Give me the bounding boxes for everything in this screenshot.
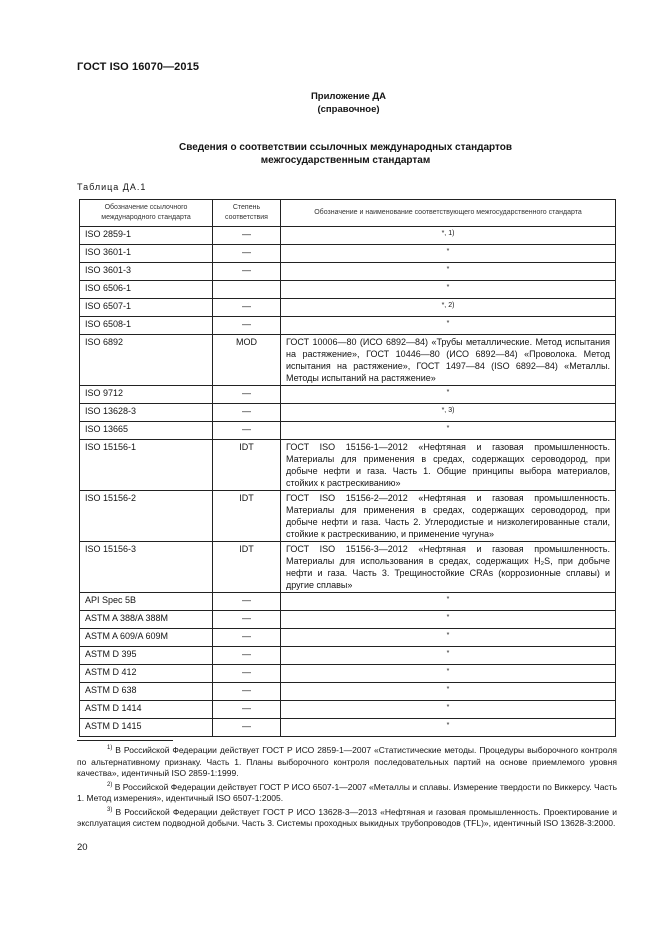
cell-standard: ISO 15156-1 (80, 440, 213, 491)
footnote (77, 807, 617, 830)
table-row (80, 263, 616, 281)
cell-degree: — (213, 593, 281, 611)
section-title (0, 141, 661, 167)
cell-description: ГОСТ 10006—80 (ИСО 6892—84) «Трубы металлические. Метод испытания на растяжение», ГОСТ 10446—80 (ИСО 6892—84) «Проволока. Метод испытания на растяжение», ГОСТ 1497—84 (ISO 6892—84) «Металлы. Методы испытаний на растяжение» (281, 335, 616, 386)
cell-description: * (281, 422, 616, 440)
table-row (80, 683, 616, 701)
cell-degree: — (213, 611, 281, 629)
cell-description: * (281, 611, 616, 629)
cell-degree: — (213, 683, 281, 701)
cell-description: * (281, 665, 616, 683)
cell-degree: IDT (213, 440, 281, 491)
table-row (80, 542, 616, 593)
footnote-mark: 2) (107, 781, 113, 788)
cell-standard: ISO 6892 (80, 335, 213, 386)
table-row (80, 422, 616, 440)
cell-standard: ISO 6508-1 (80, 317, 213, 335)
cell-standard: ISO 15156-2 (80, 491, 213, 542)
cell-description: * (281, 245, 616, 263)
section-title-line-2: межгосударственным стандартам (260, 155, 431, 166)
cell-standard: ASTM D 1415 (80, 719, 213, 737)
cell-degree: — (213, 647, 281, 665)
cell-description: * (281, 317, 616, 335)
table-header-row (80, 200, 616, 227)
table-caption: Таблица ДА.1 (77, 182, 147, 192)
table-row (80, 719, 616, 737)
table-row (80, 386, 616, 404)
section-title-line-1: Сведения о соответствии ссылочных международных стандартов (178, 142, 513, 153)
table-row (80, 281, 616, 299)
table-row (80, 335, 616, 386)
cell-standard: ISO 9712 (80, 386, 213, 404)
cell-standard: ISO 13665 (80, 422, 213, 440)
cell-standard: ISO 13628-3 (80, 404, 213, 422)
table-body (80, 227, 616, 737)
footnote-text: В Российской Федерации действует ГОСТ Р ИСО 2859-1—2007 «Статистические методы. Процедуры выборочного контроля по альтернативному признаку. Часть 1. Планы выборочного контроля последовательных партий на основе приемлемого уровня качества», идентичный ISO 2859-1:1999. (77, 745, 617, 778)
cell-standard: ISO 15156-3 (80, 542, 213, 593)
table-row (80, 701, 616, 719)
header-international-standard: Обозначение ссылочного международного стандарта (80, 200, 213, 227)
cell-standard: ASTM A 609/A 609M (80, 629, 213, 647)
footnote-text: В Российской Федерации действует ГОСТ Р ИСО 6507-1—2007 «Металлы и сплавы. Измерение твердости по Виккерсу. Часть 1. Метод измерения», идентичный ISO 6507-1:2005. (77, 781, 617, 803)
appendix-heading (0, 90, 661, 116)
cell-standard: ISO 3601-1 (80, 245, 213, 263)
cell-description: ГОСТ ISO 15156-3—2012 «Нефтяная и газовая промышленность. Материалы для использования в средах, содержащих H₂S, при добыче нефти и газа. Часть 3. Трещиностойкие CRAs (коррозионные сплавы) и другие сплавы» (281, 542, 616, 593)
table-row (80, 440, 616, 491)
table-row (80, 299, 616, 317)
cell-degree: IDT (213, 491, 281, 542)
cell-description: * (281, 647, 616, 665)
table-row (80, 611, 616, 629)
cell-description: * (281, 701, 616, 719)
table-row (80, 593, 616, 611)
cell-description: * (281, 263, 616, 281)
cell-degree: — (213, 263, 281, 281)
cell-standard: ASTM D 638 (80, 683, 213, 701)
cell-standard: ASTM A 388/A 388M (80, 611, 213, 629)
header-degree: Степень соответствия (213, 200, 281, 227)
cell-standard: API Spec 5B (80, 593, 213, 611)
table-row (80, 629, 616, 647)
cell-degree: — (213, 665, 281, 683)
cell-description: *, 3) (281, 404, 616, 422)
cell-description: * (281, 683, 616, 701)
header-interstate-standard: Обозначение и наименование соответствующего межгосударственного стандарта (281, 200, 616, 227)
appendix-title: Приложение ДА (310, 91, 387, 102)
cell-standard: ASTM D 412 (80, 665, 213, 683)
table-row (80, 665, 616, 683)
cell-degree: — (213, 386, 281, 404)
cell-standard: ISO 6506-1 (80, 281, 213, 299)
page-number: 20 (77, 842, 88, 853)
cell-description: ГОСТ ISO 15156-2—2012 «Нефтяная и газовая промышленность. Материалы для применения в средах, содержащих сероводород, при добыче нефти и газа. Часть 2. Углеродистые и низколегированные стали, стойкие к растрескиванию, и применение чугуна» (281, 491, 616, 542)
table-row (80, 245, 616, 263)
table-row (80, 317, 616, 335)
cell-degree: — (213, 317, 281, 335)
appendix-subtitle: (справочное) (317, 104, 380, 115)
cell-degree: MOD (213, 335, 281, 386)
cell-degree: — (213, 299, 281, 317)
footnotes (77, 740, 617, 832)
cell-standard: ASTM D 395 (80, 647, 213, 665)
cell-standard: ISO 3601-3 (80, 263, 213, 281)
correspondence-table (79, 199, 616, 737)
table-row (80, 404, 616, 422)
cell-degree: — (213, 422, 281, 440)
table-row (80, 491, 616, 542)
footnote-text: В Российской Федерации действует ГОСТ Р ИСО 13628-3—2013 «Нефтяная и газовая промышленность. Проектирование и эксплуатация систем подводной добычи. Часть 3. Системы проходных выкидных трубопроводов (TFL)», идентичный ISO 13628-3:2000. (77, 806, 617, 828)
footnote-mark: 1) (107, 745, 113, 752)
cell-description: * (281, 386, 616, 404)
cell-standard: ISO 2859-1 (80, 227, 213, 245)
cell-description: *, 1) (281, 227, 616, 245)
document-header: ГОСТ ISO 16070—2015 (77, 61, 200, 73)
cell-description: * (281, 719, 616, 737)
footnote-mark: 3) (107, 806, 113, 813)
cell-degree: — (213, 701, 281, 719)
cell-degree: — (213, 404, 281, 422)
footnote-separator (77, 740, 173, 741)
cell-description: ГОСТ ISO 15156-1—2012 «Нефтяная и газовая промышленность. Материалы для применения в средах, содержащих сероводород, при добыче нефти и газа. Часть 1. Общие принципы выбора материалов, стойких к растрескиванию» (281, 440, 616, 491)
cell-description: * (281, 629, 616, 647)
cell-degree: IDT (213, 542, 281, 593)
cell-description: * (281, 281, 616, 299)
cell-standard: ASTM D 1414 (80, 701, 213, 719)
table-row (80, 647, 616, 665)
cell-degree (213, 281, 281, 299)
footnote (77, 782, 617, 805)
cell-degree: — (213, 629, 281, 647)
cell-degree: — (213, 719, 281, 737)
cell-description: *, 2) (281, 299, 616, 317)
cell-standard: ISO 6507-1 (80, 299, 213, 317)
footnote-list (77, 745, 617, 830)
footnote (77, 745, 617, 780)
cell-description: * (281, 593, 616, 611)
cell-degree: — (213, 245, 281, 263)
table-row (80, 227, 616, 245)
cell-degree: — (213, 227, 281, 245)
